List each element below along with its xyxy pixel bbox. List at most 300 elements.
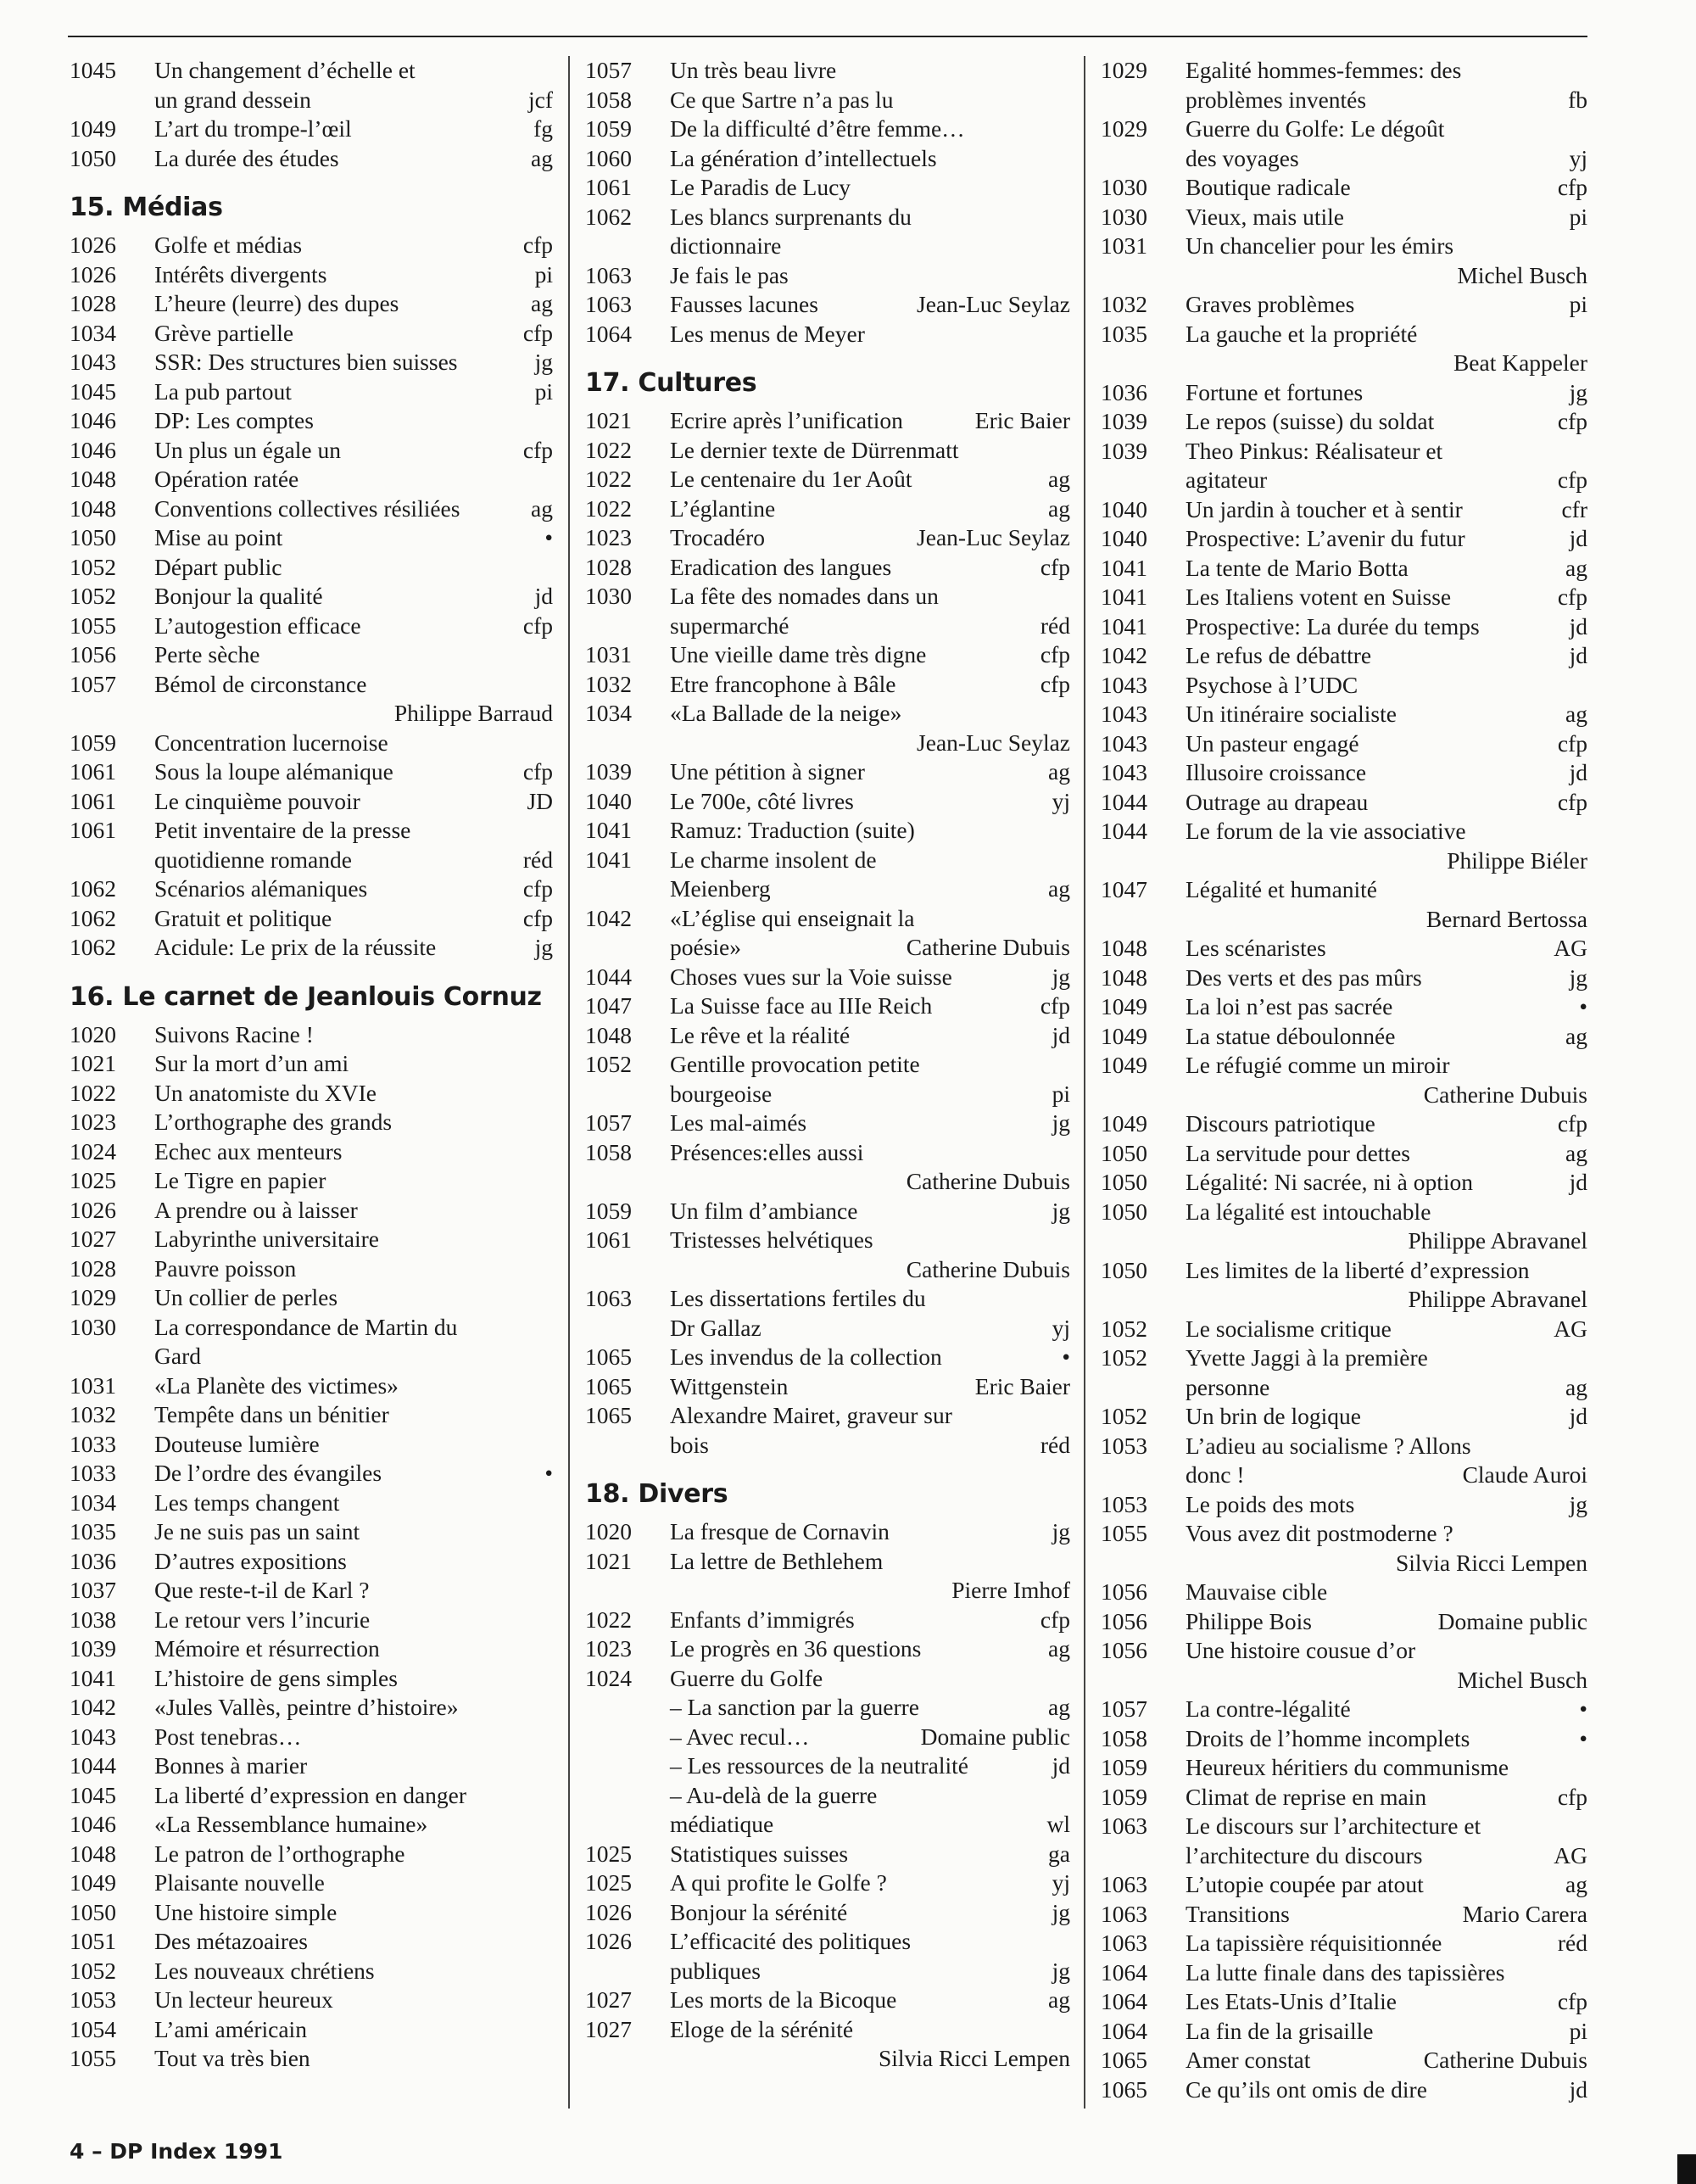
author: cfp xyxy=(1557,1988,1587,2014)
issue-number: 1034 xyxy=(585,700,632,726)
article-title: Theo Pinkus: Réalisateur et xyxy=(1186,437,1443,464)
issue-number: 1027 xyxy=(585,1986,632,2013)
entry-body xyxy=(670,1197,1070,1226)
article-title: La correspondance de Martin du xyxy=(154,1313,458,1340)
index-entry xyxy=(70,1196,553,1226)
index-entry xyxy=(70,757,553,787)
article-title: Une vieille dame très digne xyxy=(670,641,927,667)
section-heading: 17. Cultures xyxy=(585,368,757,398)
author: jd xyxy=(1569,2075,1587,2103)
entry-body xyxy=(1186,758,1587,788)
article-title: Les temps changent xyxy=(154,1489,340,1516)
entry-body xyxy=(1186,1168,1587,1198)
article-title: Egalité hommes-femmes: des xyxy=(1186,57,1462,83)
author: Eric Baier xyxy=(974,407,1070,433)
issue-number: 1057 xyxy=(585,57,632,83)
index-entry xyxy=(1101,1519,1587,1578)
article-title: Golfe et médias xyxy=(154,232,303,258)
issue-number: 1030 xyxy=(585,583,632,609)
author: Philippe Biéler xyxy=(1447,846,1587,874)
article-title: Je fais le pas xyxy=(670,261,789,288)
index-entry xyxy=(1101,378,1587,408)
issue-number: 1034 xyxy=(70,319,116,346)
article-title-continued: Dr Gallaz xyxy=(670,1314,762,1341)
issue-number: 1039 xyxy=(70,1635,116,1662)
author: • xyxy=(544,1460,553,1486)
index-column-3 xyxy=(1101,56,1587,2104)
article-title: La pub partout xyxy=(154,377,292,405)
entry-body xyxy=(670,757,1070,787)
author: Mario Carera xyxy=(1462,1900,1587,1927)
article-title: Concentration lucernoise xyxy=(154,729,388,756)
author: yj xyxy=(1052,1869,1070,1896)
entry-body xyxy=(154,1108,553,1137)
author: ag xyxy=(1048,875,1070,902)
article-title: Acidule: Le prix de la réussite xyxy=(154,934,437,960)
article-title: Le rêve et la réalité xyxy=(670,1021,851,1048)
entry-body xyxy=(1186,1022,1587,1052)
index-entry xyxy=(1101,1753,1587,1783)
article-title: Tristesses helvétiques xyxy=(670,1226,873,1253)
index-entry xyxy=(1101,1929,1587,1958)
article-title: Labyrinthe universitaire xyxy=(154,1226,379,1252)
article-title: Un plus un égale un xyxy=(154,436,341,463)
issue-number: 1024 xyxy=(70,1137,116,1165)
index-entry xyxy=(585,816,1070,846)
entry-body xyxy=(670,1986,1070,2015)
entry-body xyxy=(1186,1870,1587,1900)
entry-body xyxy=(1186,700,1587,729)
entry-body xyxy=(670,406,1070,436)
author: cfp xyxy=(1557,584,1587,610)
article-title-continued: des voyages xyxy=(1186,144,1299,171)
author: • xyxy=(1579,1695,1587,1722)
author: ag xyxy=(1565,1373,1587,1400)
author: jd xyxy=(1569,642,1587,668)
entry-body xyxy=(1186,1051,1587,1109)
author: jd xyxy=(1569,612,1587,640)
issue-number: 1061 xyxy=(70,817,116,843)
article-title: Le socialisme critique xyxy=(1186,1315,1392,1342)
issue-number: 1065 xyxy=(585,1372,632,1399)
article-title: – Les ressources de la neutralité xyxy=(670,1752,969,1779)
entry-body xyxy=(1186,1139,1587,1169)
index-entry xyxy=(70,729,553,758)
article-title-continued: supermarché xyxy=(670,612,789,639)
article-title: De l’ordre des évangiles xyxy=(154,1460,382,1486)
issue-number: 1020 xyxy=(70,1020,116,1047)
index-entry xyxy=(70,670,553,729)
entry-body xyxy=(1186,232,1587,290)
issue-number: 1026 xyxy=(70,1196,116,1223)
issue-number: 1026 xyxy=(585,1928,632,1954)
author: ag xyxy=(1048,1986,1070,2013)
article-title: Une pétition à signer xyxy=(670,758,865,785)
entry-body xyxy=(670,699,1070,757)
author: Catherine Dubuis xyxy=(906,934,1070,960)
article-title-continued: Gard xyxy=(154,1343,201,1369)
issue-number: 1042 xyxy=(585,904,632,931)
index-entry xyxy=(70,465,553,494)
issue-number: 1048 xyxy=(1101,964,1147,991)
article-title: Mise au point xyxy=(154,524,283,550)
index-entry xyxy=(585,86,1070,115)
entry-body xyxy=(670,991,1070,1021)
article-title: «La Ressemblance humaine» xyxy=(154,1811,428,1837)
issue-number: 1062 xyxy=(70,934,116,960)
issue-number: 1032 xyxy=(70,1401,116,1427)
issue-number: 1042 xyxy=(1101,642,1147,668)
article-title: Le charme insolent de xyxy=(670,846,877,873)
entry-body xyxy=(154,553,553,583)
article-title: Heureux héritiers du communisme xyxy=(1186,1754,1509,1780)
issue-number: 1052 xyxy=(1101,1315,1147,1342)
issue-number: 1058 xyxy=(585,1138,632,1165)
issue-number: 1063 xyxy=(1101,1813,1147,1839)
entry-body xyxy=(1186,524,1587,554)
index-entry xyxy=(1101,1198,1587,1256)
author: ag xyxy=(1565,1871,1587,1897)
entry-body xyxy=(1186,1695,1587,1724)
author: fg xyxy=(533,115,553,142)
issue-number: 1028 xyxy=(585,553,632,580)
article-title: Bonjour la sérénité xyxy=(670,1898,848,1925)
issue-number: 1032 xyxy=(585,670,632,697)
article-title-continued: bois xyxy=(670,1431,709,1458)
entry-body xyxy=(1186,1929,1587,1958)
entry-body xyxy=(670,173,1070,203)
article-title: «La Planète des victimes» xyxy=(154,1371,399,1399)
entry-body xyxy=(1186,2017,1587,2047)
issue-number: 1050 xyxy=(1101,1256,1147,1283)
author: Jean-Luc Seylaz xyxy=(917,524,1070,550)
index-entry xyxy=(1101,290,1587,320)
article-title: Ecrire après l’unification Eric Baier xyxy=(670,406,1070,436)
article-title-continued: agitateur xyxy=(1186,466,1268,493)
index-entry xyxy=(70,1517,553,1547)
issue-number: 1049 xyxy=(70,1869,116,1896)
article-title: Intérêts divergents xyxy=(154,260,327,288)
entry-body xyxy=(154,1430,553,1460)
entry-body xyxy=(1186,495,1587,525)
article-title: Perte sèche xyxy=(154,641,260,667)
article-title: Mauvaise cible xyxy=(1186,1578,1328,1605)
article-title: Un film d’ambiance xyxy=(670,1197,858,1224)
entry-body xyxy=(1186,671,1587,701)
index-entry xyxy=(585,2015,1070,2074)
author: ag xyxy=(1048,1694,1070,1720)
index-entry xyxy=(70,1810,553,1840)
entry-body xyxy=(670,465,1070,494)
index-entry xyxy=(1101,1343,1587,1402)
article-title: Le Tigre en papier xyxy=(154,1167,326,1193)
article-title: Le forum de la vie associative xyxy=(1186,818,1466,844)
index-entry xyxy=(70,1957,553,1986)
index-entry xyxy=(585,465,1070,494)
entry-body xyxy=(154,670,553,729)
index-entry xyxy=(70,787,553,817)
article-title: SSR: Des structures bien suisses xyxy=(154,349,458,375)
article-title: Eradication des langues xyxy=(670,553,892,580)
author: yj xyxy=(1052,787,1070,814)
article-title: Sur la mort d’un ami xyxy=(154,1050,349,1076)
author: AG xyxy=(1554,1841,1587,1868)
issue-number: 1061 xyxy=(585,174,632,200)
article-title: Les Etats-Unis d’Italie xyxy=(1186,1988,1397,2014)
author: cfp xyxy=(522,436,553,463)
index-entry xyxy=(585,1664,1070,1694)
article-title: La gauche et la propriété xyxy=(1186,320,1418,347)
article-title: La contre-légalité xyxy=(1186,1695,1351,1722)
article-title: Les morts de la Bicoque xyxy=(670,1986,897,2013)
issue-number: 1044 xyxy=(1101,818,1147,844)
entry-body xyxy=(154,1049,553,1079)
author: jd xyxy=(1569,525,1587,551)
index-entry xyxy=(1101,56,1587,115)
index-entry xyxy=(70,523,553,553)
issue-number: 1044 xyxy=(1101,788,1147,815)
article-title: Que reste-t-il de Karl ? xyxy=(154,1577,370,1603)
entry-body xyxy=(1186,729,1587,759)
entry-body xyxy=(1186,2075,1587,2105)
article-title: Fausses lacunes Jean-Luc Seylaz xyxy=(670,290,1070,320)
entry-body xyxy=(154,348,553,377)
author: Michel Busch xyxy=(1457,1666,1587,1693)
entry-body xyxy=(154,874,553,904)
issue-number: 1050 xyxy=(1101,1169,1147,1195)
entry-body xyxy=(1186,203,1587,232)
article-title: Un anatomiste du XVIe xyxy=(154,1079,377,1106)
entry-body xyxy=(670,86,1070,115)
entry-body xyxy=(154,933,553,963)
index-entry xyxy=(1101,1870,1587,1900)
issue-number: 1061 xyxy=(70,758,116,785)
entry-body xyxy=(1186,407,1587,437)
entry-body xyxy=(670,320,1070,349)
issue-number: 1049 xyxy=(1101,1052,1147,1078)
issue-number: 1053 xyxy=(1101,1490,1147,1517)
index-entry xyxy=(70,1225,553,1254)
index-entry xyxy=(70,1079,553,1109)
author: jd xyxy=(1569,1403,1587,1429)
article-title: Les menus de Meyer xyxy=(670,320,865,347)
article-title: La tente de Mario Botta xyxy=(1186,554,1409,581)
entry-body xyxy=(670,553,1070,583)
index-entry xyxy=(585,1050,1070,1109)
index-entry xyxy=(1101,700,1587,729)
issue-number: 1044 xyxy=(585,963,632,990)
entry-body xyxy=(670,1634,1070,1664)
issue-number: 1026 xyxy=(585,1898,632,1925)
index-entry xyxy=(70,1781,553,1811)
index-entry xyxy=(1101,934,1587,964)
issue-number: 1032 xyxy=(1101,291,1147,317)
issue-number: 1021 xyxy=(585,1547,632,1574)
index-entry xyxy=(70,1313,553,1371)
entry-body xyxy=(670,1723,1070,1752)
issue-number: 1027 xyxy=(70,1226,116,1252)
issue-number: 1043 xyxy=(1101,701,1147,727)
issue-number: 1052 xyxy=(70,553,116,580)
index-entry xyxy=(585,1372,1070,1402)
article-title: Grève partielle xyxy=(154,319,294,346)
article-title: La statue déboulonnée xyxy=(1186,1022,1396,1049)
index-entry xyxy=(70,260,553,290)
entry-body xyxy=(154,757,553,787)
entry-body xyxy=(154,1489,553,1518)
article-title: Suivons Racine ! xyxy=(154,1020,314,1047)
issue-number: 1042 xyxy=(70,1694,116,1720)
article-title: Choses vues sur la Voie suisse xyxy=(670,963,952,990)
issue-number: 1059 xyxy=(585,1197,632,1224)
entry-body xyxy=(1186,583,1587,612)
article-title: La loi n’est pas sacrée xyxy=(1186,993,1393,1019)
article-title: – La sanction par la guerre xyxy=(670,1694,919,1720)
issue-number: 1045 xyxy=(70,1781,116,1808)
entry-body xyxy=(154,904,553,934)
issue-number: 1037 xyxy=(70,1577,116,1603)
article-title: Des verts et des pas mûrs xyxy=(1186,964,1422,991)
issue-number: 1055 xyxy=(70,612,116,639)
index-entry xyxy=(1101,1783,1587,1813)
index-entry xyxy=(1101,2017,1587,2047)
article-title: Tempête dans un bénitier xyxy=(154,1401,389,1427)
issue-number: 1064 xyxy=(1101,2017,1147,2044)
issue-number: 1041 xyxy=(70,1664,116,1691)
author: jg xyxy=(1052,963,1070,990)
issue-number: 1022 xyxy=(585,436,632,463)
issue-number: 1022 xyxy=(585,466,632,492)
entry-body xyxy=(1186,934,1587,964)
author: ga xyxy=(1048,1840,1070,1867)
author: pi xyxy=(534,377,553,405)
entry-body xyxy=(154,1810,553,1840)
index-entry xyxy=(585,1401,1070,1460)
index-entry xyxy=(70,2015,553,2045)
index-entry xyxy=(1101,554,1587,584)
entry-body xyxy=(1186,2046,1587,2075)
author: jd xyxy=(1052,1752,1070,1779)
author: Domaine public xyxy=(920,1723,1070,1750)
issue-number: 1058 xyxy=(585,86,632,113)
entry-body xyxy=(154,1927,553,1957)
article-title: Gentille provocation petite xyxy=(670,1051,920,1077)
index-entry xyxy=(70,1547,553,1577)
index-entry xyxy=(585,963,1070,992)
issue-number: 1028 xyxy=(70,1254,116,1282)
article-title: Un changement d’échelle et xyxy=(154,57,416,83)
index-entry xyxy=(585,436,1070,466)
article-title: Ce qu’ils ont omis de dire xyxy=(1186,2075,1427,2103)
issue-number: 1049 xyxy=(1101,1110,1147,1137)
author: cfp xyxy=(1040,1606,1070,1633)
article-title: Le discours sur l’architecture et xyxy=(1186,1813,1481,1839)
article-title-continued: dictionnaire xyxy=(670,232,782,259)
entry-body xyxy=(670,1138,1070,1197)
author: Catherine Dubuis xyxy=(1423,2047,1587,2073)
issue-number: 1044 xyxy=(70,1752,116,1779)
index-entry xyxy=(1101,964,1587,993)
article-title-continued: l’architecture du discours xyxy=(1186,1841,1423,1868)
author: Beat Kappeler xyxy=(1453,349,1587,376)
entry-body xyxy=(154,1606,553,1635)
issue-number: 1041 xyxy=(585,817,632,843)
issue-number: 1022 xyxy=(70,1079,116,1106)
entry-body xyxy=(154,231,553,260)
article-title: Le dernier texte de Dürrenmatt xyxy=(670,436,959,463)
index-entry xyxy=(585,406,1070,436)
article-title: L’utopie coupée par atout xyxy=(1186,1871,1424,1897)
entry-body xyxy=(670,144,1070,174)
index-entry xyxy=(585,1547,1070,1606)
entry-body xyxy=(154,1225,553,1254)
article-title-continued: poésie» Catherine Dubuis xyxy=(670,933,1070,963)
issue-number: 1035 xyxy=(70,1518,116,1544)
author: Bernard Bertossa xyxy=(1425,905,1587,932)
article-title: Enfants d’immigrés xyxy=(670,1606,855,1633)
issue-number: 1049 xyxy=(1101,993,1147,1019)
index-entry xyxy=(70,1459,553,1489)
article-title: Un itinéraire socialiste xyxy=(1186,701,1397,727)
entry-body xyxy=(670,1372,1070,1402)
index-entry xyxy=(585,1868,1070,1898)
issue-number: 1050 xyxy=(70,1898,116,1925)
entry-body xyxy=(154,1020,553,1050)
entry-body xyxy=(670,816,1070,846)
issue-number: 1052 xyxy=(70,1957,116,1984)
issue-number: 1055 xyxy=(1101,1520,1147,1546)
article-title-continued: personne xyxy=(1186,1373,1270,1400)
article-title: Fortune et fortunes xyxy=(1186,378,1364,405)
issue-number: 1040 xyxy=(585,787,632,814)
author: jcf xyxy=(527,86,553,113)
article-title: Les dissertations fertiles du xyxy=(670,1285,926,1311)
article-title: Outrage au drapeau xyxy=(1186,788,1369,815)
index-entry xyxy=(70,1166,553,1196)
article-title: DP: Les comptes xyxy=(154,407,314,433)
entry-body xyxy=(154,1986,553,2015)
entry-body xyxy=(1186,173,1587,203)
issue-number: 1029 xyxy=(1101,57,1147,83)
article-title: Scénarios alémaniques xyxy=(154,875,368,902)
author: jd xyxy=(534,583,553,609)
entry-body xyxy=(154,729,553,758)
index-entry xyxy=(585,203,1070,261)
index-entry xyxy=(585,1109,1070,1138)
issue-number: 1063 xyxy=(585,291,632,317)
index-entry xyxy=(1101,992,1587,1022)
issue-number: 1062 xyxy=(585,203,632,230)
article-title: Le refus de débattre xyxy=(1186,642,1372,668)
issue-number: 1063 xyxy=(1101,1871,1147,1897)
index-entry xyxy=(70,2044,553,2074)
issue-number: 1036 xyxy=(1101,378,1147,405)
article-title: La durée des études xyxy=(154,144,339,171)
article-title: Départ public xyxy=(154,553,282,580)
index-entry xyxy=(70,115,553,144)
index-entry xyxy=(585,523,1070,553)
index-entry xyxy=(1101,203,1587,232)
entry-body xyxy=(670,787,1070,817)
article-title: Discours patriotique xyxy=(1186,1110,1375,1137)
index-entry xyxy=(1101,2046,1587,2075)
index-entry xyxy=(585,320,1070,349)
article-title: Boutique radicale xyxy=(1186,174,1351,200)
article-title: Amer constat Catherine Dubuis xyxy=(1186,2046,1587,2075)
article-title: Etre francophone à Bâle xyxy=(670,670,896,697)
author: Pierre Imhof xyxy=(951,1577,1070,1603)
author: Catherine Dubuis xyxy=(906,1168,1070,1194)
